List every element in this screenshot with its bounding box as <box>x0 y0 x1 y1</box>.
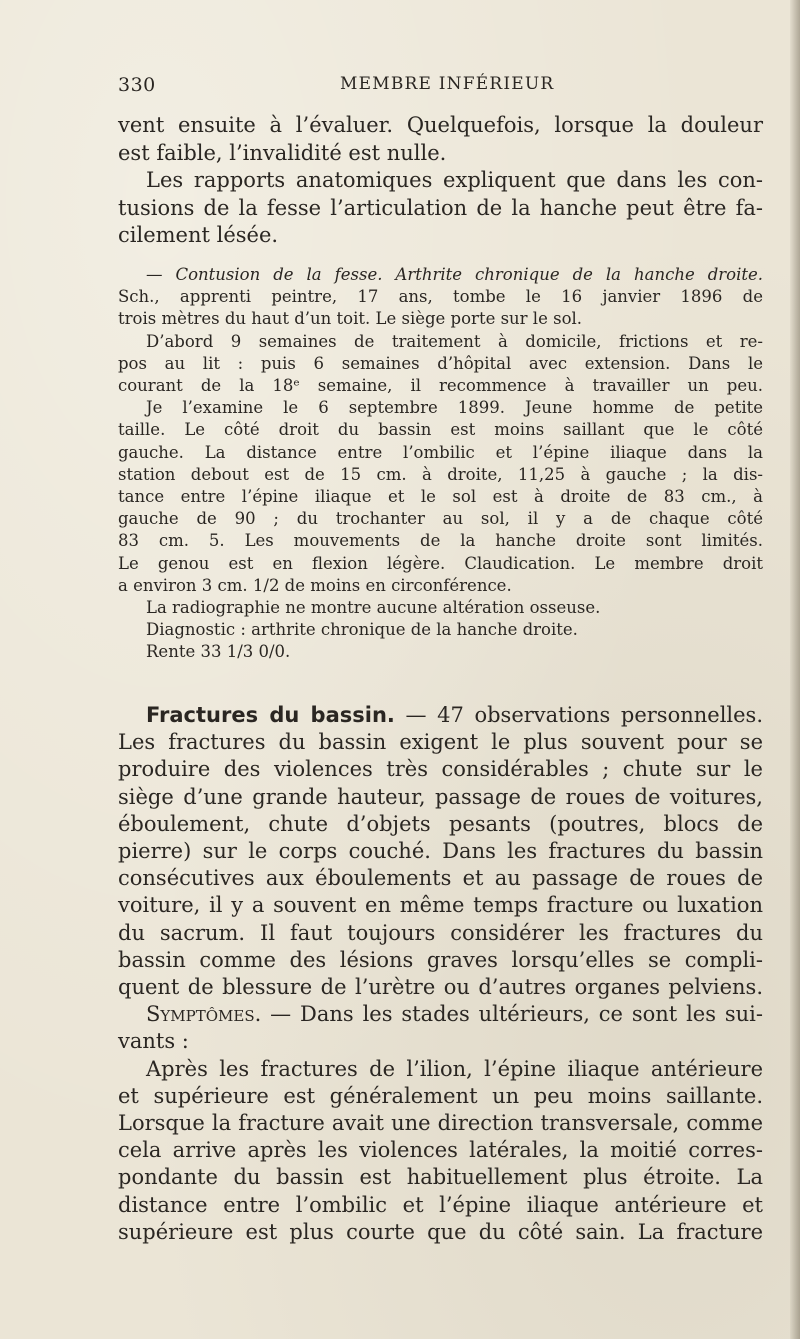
text-line: D’abord 9 semaines de traitement à domicile, frictions et re- <box>146 331 763 351</box>
text-line: et supérieure est généralement un peu moins saillante. <box>118 1083 763 1108</box>
text-line: distance entre l’ombilic et l’épine iliaque antérieure et <box>118 1192 763 1217</box>
text-line: taille. Le côté droit du bassin est moins saillant que le côté <box>118 420 763 440</box>
intro-paragraphs <box>118 112 763 250</box>
text-line: quent de blessure de l’urètre ou d’autres organes pelviens. <box>118 975 763 1000</box>
text-line: Diagnostic : arthrite chronique de la hanche droite. <box>146 620 578 640</box>
text-line: Les fractures du bassin exigent le plus souvent pour se <box>118 730 763 755</box>
text-line: Après les fractures de l’ilion, l’épine iliaque antérieure <box>146 1056 763 1081</box>
running-title: MEMBRE INFÉRIEUR <box>340 74 555 94</box>
page-edge-shadow <box>790 0 800 1339</box>
case-title: — Contusion de la fesse. Arthrite chronique de la hanche droite. <box>146 265 763 284</box>
section-heading: Fractures du bassin. <box>146 703 395 727</box>
text-line: Les rapports anatomiques expliquent que dans les con- <box>146 168 763 192</box>
text-line: du sacrum. Il faut toujours considérer les fractures du <box>118 920 763 945</box>
text-line: cilement lésée. <box>118 223 279 247</box>
page-header <box>118 74 763 100</box>
symptoms-rest: — Dans les stades ultérieurs, ce sont les sui- <box>261 1002 763 1027</box>
text-line: Je l’examine le 6 septembre 1899. Jeune homme de petite <box>146 398 763 418</box>
text-line: cela arrive après les violences latérales, la moitié corres- <box>118 1138 763 1163</box>
text-line: gauche de 90 ; du trochanter au sol, il y a de chaque côté <box>118 509 763 529</box>
text-line: vants : <box>118 1029 189 1054</box>
text-line: pos au lit : puis 6 semaines d’hôpital avec extension. Dans le <box>118 353 763 373</box>
text-line: éboulement, chute d’objets pesants (poutres, blocs de <box>118 811 763 836</box>
text-line: station debout est de 15 cm. à droite, 11,25 à gauche ; la dis- <box>118 464 763 484</box>
section-heading-rest: — 47 observations personnelles. <box>394 703 764 727</box>
text-line: tance entre l’épine iliaque et le sol est à droite de 83 cm., à <box>118 487 763 507</box>
text-line: courant de la 18ᵉ semaine, il recommence à travailler un peu. <box>118 376 763 396</box>
text-line: La radiographie ne montre aucune altération osseuse. <box>146 598 601 618</box>
text-line: tusions de la fesse l’articulation de la hanche peut être fa- <box>118 195 763 220</box>
text-line: vent ensuite à l’évaluer. Quelquefois, lorsque la douleur <box>118 113 763 137</box>
text-line: trois mètres du haut d’un toit. Le siège porte sur le sol. <box>118 309 583 329</box>
text-line: produire des violences très considérables ; chute sur le <box>118 757 763 782</box>
text-line: Lorsque la fracture avait une direction transversale, comme <box>118 1111 763 1136</box>
page-number: 330 <box>118 74 156 96</box>
symptoms-line <box>118 1001 763 1028</box>
section-heading-line <box>118 702 763 729</box>
text-line: siège d’une grande hauteur, passage de roues de voitures, <box>118 784 763 809</box>
text-line: a environ 3 cm. 1/2 de moins en circonférence. <box>118 575 512 595</box>
text-line: bassin comme des lésions graves lorsqu’elles se compli- <box>118 947 763 972</box>
text-line: Rente 33 1/3 0/0. <box>146 642 291 662</box>
text-line: 83 cm. 5. Les mouvements de la hanche droite sont limités. <box>118 531 763 551</box>
fractures-section <box>118 702 763 1246</box>
text-line: gauche. La distance entre l’ombilic et l’épine iliaque dans la <box>118 442 763 462</box>
text-line: pondante du bassin est habituellement plus étroite. La <box>118 1165 763 1190</box>
symptoms-label: Symptômes. <box>146 1002 262 1027</box>
text-line: Le genou est en flexion légère. Claudication. Le membre droit <box>118 553 763 573</box>
text-line: consécutives aux éboulements et au passage de roues de <box>118 866 763 891</box>
text-line: pierre) sur le corps couché. Dans les fractures du bassin <box>118 839 763 864</box>
text-line: est faible, l’invalidité est nulle. <box>118 140 447 165</box>
text-line: supérieure est plus courte que du côté sain. La fracture <box>118 1219 763 1244</box>
text-line: voiture, il y a souvent en même temps fracture ou luxation <box>118 893 763 918</box>
case-report <box>118 264 763 664</box>
text-line: Sch., apprenti peintre, 17 ans, tombe le 16 janvier 1896 de <box>118 287 763 307</box>
